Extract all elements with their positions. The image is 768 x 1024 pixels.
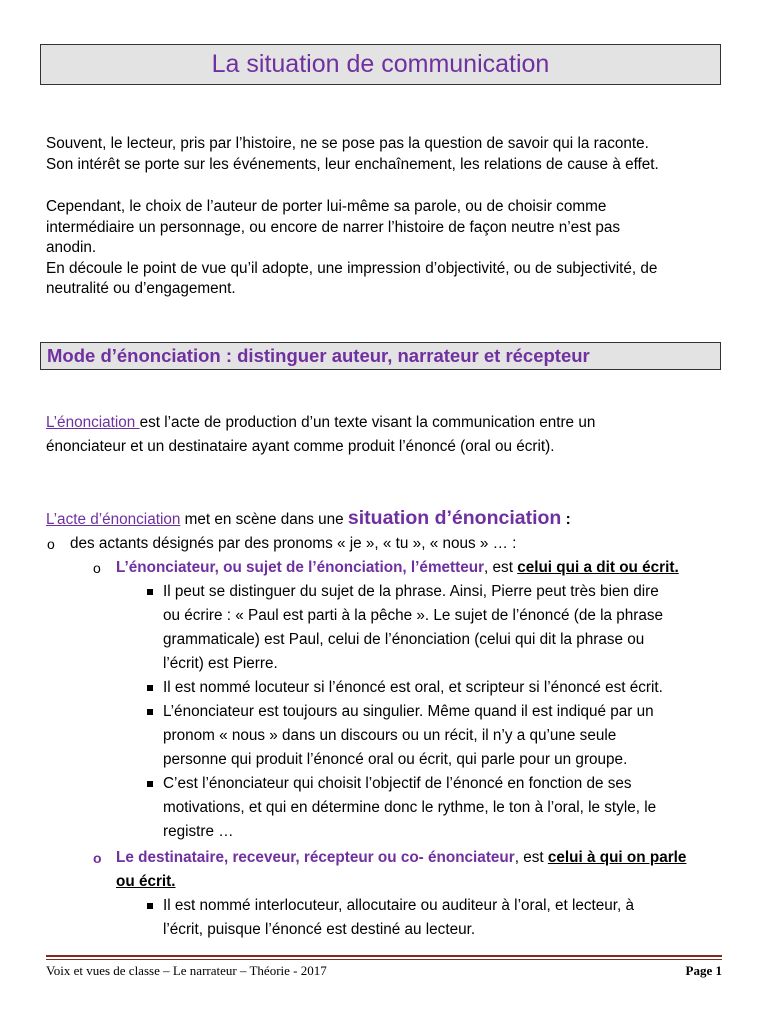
text-span: , est [484,559,518,576]
footer-text: Voix et vues de classe – Le narrateur – Théorie - 2017 [46,963,327,978]
footer-rule [46,955,722,957]
text-span: est l’acte de production d’un texte visant la communication entre un [139,414,596,431]
actants-item: des actants désignés par des pronoms « je », « tu », « nous » … : [70,535,517,552]
text-line: neutralité ou d’engagement. [46,280,236,297]
term-acte-enonciation: L’acte d’énonciation [46,511,181,528]
text-line: L’énonciateur est toujours au singulier. Même quand il est indiqué par un [163,703,654,720]
term-enonciation: L’énonciation [46,414,140,431]
text-span: met en scène dans une [180,511,348,528]
section-heading: Mode d’énonciation : distinguer auteur, narrateur et récepteur [40,342,721,370]
emetteur-item [116,556,679,580]
emetteur-point-1 [163,580,723,676]
intro-paragraph-1 [46,134,736,175]
term-emetteur: L’énonciateur, ou sujet de l’énonciation, l’émetteur [116,559,485,576]
page-title: La situation de communication [40,44,721,85]
intro-paragraph-2 [46,197,736,300]
text-line: En découle le point de vue qu’il adopte, une impression d’objectivité, ou de subjectivité, de [46,259,658,277]
text-line: Il est nommé interlocuteur, allocutaire ou auditeur à l’oral, et lecteur, à [163,897,635,914]
text-line: motivations, et qui en détermine donc le rythme, le ton à l’oral, le style, le [163,799,657,816]
emetteur-point-3 [163,700,723,772]
text-line: registre … [163,823,234,840]
text-line: Souvent, le lecteur, pris par l’histoire, ne se pose pas la question de savoir qui la raconte. [46,135,649,152]
bullet-marker: o [93,850,102,866]
text-line: intermédiaire un personnage, ou encore de narrer l’histoire de façon neutre n’est pas [46,218,620,236]
emetteur-definition: celui qui a dit ou écrit. [517,559,679,576]
page-number: Page 1 [685,963,722,978]
destinataire-point-1 [163,894,723,942]
term-destinataire: Le destinataire, receveur, récepteur ou co- énonciateur [116,849,515,866]
term-situation-enonciation: situation d’énonciation [347,507,562,529]
destinataire-definition-cont: ou écrit. [116,873,176,890]
square-bullet-icon [147,589,153,595]
text-line: Il est nommé locuteur si l’énoncé est oral, et scripteur si l’énoncé est écrit. [163,679,663,696]
destinataire-item [116,846,726,894]
text-line: l’écrit, puisque l’énoncé est destiné au lecteur. [163,921,476,938]
text-span: : [561,511,571,528]
bullet-marker: o [93,560,101,576]
text-line: énonciateur et un destinataire ayant comme produit l’énoncé (oral ou écrit). [46,438,555,455]
text-line: l’écrit) est Pierre. [163,655,278,672]
square-bullet-icon [147,781,153,787]
bullet-marker: o [47,536,55,552]
footer-rule-thin [46,959,722,960]
text-line: anodin. [46,239,97,256]
destinataire-definition: celui à qui on parle [547,849,687,866]
square-bullet-icon [147,685,153,691]
emetteur-point-2 [163,676,733,700]
text-line: pronom « nous » dans un discours ou un récit, il n’y a qu’une seule [163,727,617,744]
acte-enonciation-line [46,506,571,532]
text-line: Il peut se distinguer du sujet de la phrase. Ainsi, Pierre peut très bien dire [163,583,659,600]
square-bullet-icon [147,709,153,715]
square-bullet-icon [147,903,153,909]
emetteur-point-4 [163,772,723,844]
text-line: personne qui produit l’énoncé oral ou écrit, qui parle pour un groupe. [163,751,628,768]
enonciation-definition [46,411,736,459]
text-line: Cependant, le choix de l’auteur de porter lui-même sa parole, ou de choisir comme [46,198,607,215]
text-line: ou écrire : « Paul est parti à la pêche ». Le sujet de l’énoncé (de la phrase [163,607,664,624]
text-line: grammaticale) est Paul, celui de l’énonciation (celui qui dit la phrase ou [163,631,645,648]
text-line: Son intérêt se porte sur les événements, leur enchaînement, les relations de cause à effet. [46,155,659,173]
text-span: , est [514,849,548,866]
text-line: C’est l’énonciateur qui choisit l’objectif de l’énoncé en fonction de ses [163,775,632,792]
